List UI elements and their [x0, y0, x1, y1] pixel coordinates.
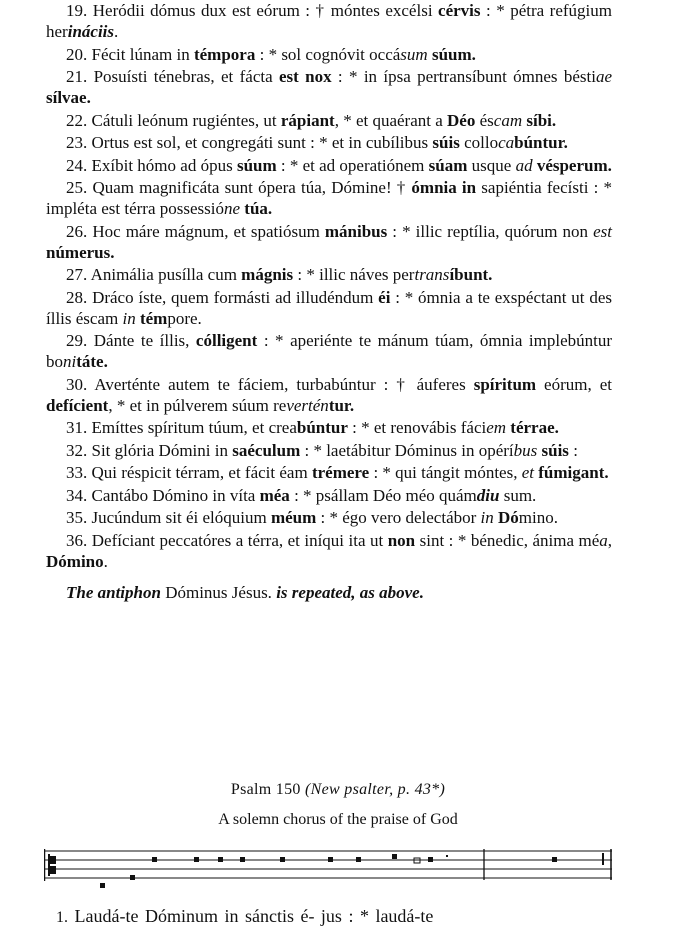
verse-text: mino. [518, 508, 558, 527]
verse-text: Qui réspicit térram, et fácit éam [91, 463, 312, 482]
verse-text: númerus. [46, 242, 115, 262]
verse-text: Emíttes spíritum túum, et crea [91, 418, 297, 437]
verse-text: : * et ad operatiónem [276, 155, 429, 175]
verse-text: : * illic náves per [293, 265, 415, 284]
verse-text: et [521, 463, 534, 482]
verse-text: Cátuli leónum rugiéntes, ut [91, 110, 281, 130]
psalm-subtitle: A solemn chorus of the praise of God [218, 811, 458, 828]
verse-text: Hoc máre mágnum, et spatiósum [92, 221, 325, 241]
verse-text: : * qui tángit móntes, [369, 463, 522, 482]
verse-text: , * et quaérant a [334, 110, 448, 130]
verse-text: collo [459, 133, 499, 152]
psalm-heading [0, 780, 676, 800]
staff-lines [44, 851, 612, 878]
verse-text: Exíbit hómo ad ópus [91, 155, 237, 175]
verse-text: Ortus est sol, et congregáti sunt : * et in cubílibus [91, 133, 433, 152]
verse-number: 19. [66, 1, 88, 20]
verse [46, 264, 612, 285]
verse [46, 462, 612, 483]
verse-text: rápiant [280, 110, 335, 130]
verse [46, 507, 612, 528]
verse-text: trans [414, 265, 450, 284]
verse-text: usque [467, 155, 516, 175]
verse-text: : * psállam Déo méo quám [289, 485, 477, 505]
chant-staff [44, 846, 614, 896]
verse-text: ne [224, 199, 241, 218]
verse-text: : * égo vero delectábor [316, 508, 481, 527]
verse-text: : * pétra refúgium her [46, 1, 612, 41]
verse-number: 34. [66, 485, 88, 505]
verse-text: síbi. [522, 110, 557, 130]
chant-text: Laudá-te Dóminum in sánctis é- jus : * laudá-te [74, 906, 434, 926]
psalm-reference: (New psalter, p. 43*) [305, 781, 446, 798]
verse-number: 23. [66, 133, 88, 152]
verse-text: Dráco íste, quem formásti ad illudéndum [92, 287, 379, 307]
verse-text: tur. [328, 395, 355, 415]
rubric-text: is repeated, as above. [276, 582, 424, 602]
verse-text: térrae. [506, 418, 559, 437]
verse-text: : * in ípsa pertransíbunt ómnes bésti [331, 67, 596, 86]
verse-text: ómnia in [411, 178, 477, 197]
verse-text: : * ómnia a te exspéctant ut des íllis éscam [46, 287, 612, 328]
verse-text: ni [63, 352, 77, 371]
chant-verse-number: 1. [56, 909, 68, 926]
verse-text: sum [400, 44, 428, 64]
verse-number: 28. [66, 287, 88, 307]
verse-number: 35. [66, 508, 88, 527]
verse-text: Animália pusílla cum [90, 265, 242, 284]
verse [46, 440, 612, 461]
verse-text: sílvae. [46, 88, 91, 107]
verse-text: Quam magnificáta sunt ópera túa, Dómine! † [92, 178, 412, 197]
verse-text: ca [498, 133, 515, 152]
verse-text: : * laetábitur Dóminus in opérí [300, 440, 514, 460]
verse-text: búntur. [514, 133, 568, 152]
verse-text: sum. [499, 485, 537, 505]
verse [46, 44, 612, 65]
verse [46, 330, 612, 372]
verse-number: 32. [66, 440, 88, 460]
psalm-verses [46, 0, 612, 620]
verse-text: Posuísti ténebras, et fácta [93, 67, 279, 86]
verse-text: Cantábo Dómino in víta [91, 485, 260, 505]
verse-text: méa [259, 485, 290, 505]
verse [46, 485, 612, 506]
verse-text: vertén [286, 395, 329, 415]
verse-text: in [480, 508, 494, 527]
verse-text: defícient [46, 395, 109, 415]
verse-text: túa. [240, 199, 273, 218]
verse-text: és [475, 110, 494, 130]
verse-text: éi [378, 287, 391, 307]
verse-text: Fécit lúnam in [91, 44, 194, 64]
verse-text: súis [432, 133, 460, 152]
verse-text: eórum, et [536, 374, 613, 394]
verse-text: : * illic reptília, quórum non [387, 221, 594, 241]
verse-text: : [568, 440, 578, 460]
verse-text: táte. [76, 352, 108, 371]
verse-text: Dó [493, 508, 519, 527]
chant-neumes [100, 853, 604, 888]
verse-text: bus [513, 440, 538, 460]
verse-text: cam [493, 110, 523, 130]
verse-text: íbunt. [449, 265, 493, 284]
verse-number: 29. [66, 331, 88, 350]
verse-text: saéculum [232, 440, 301, 460]
verse-text: spíritum [473, 374, 537, 394]
verse [46, 66, 612, 108]
verse-text: cólligent [195, 331, 258, 350]
verse-number: 24. [66, 155, 88, 175]
verse [46, 110, 612, 131]
verse-number: 21. [66, 67, 88, 86]
verse-text: Déo [447, 110, 476, 130]
rubric [46, 582, 612, 603]
verse-text: súis [537, 440, 569, 460]
verse-text: , [607, 530, 613, 550]
verse-number: 30. [66, 374, 88, 394]
verse-text: : * aperiénte te mánum túam, ómnia implebúntur bo [46, 331, 613, 371]
verse-text: , * et in púlverem súum re [108, 395, 287, 415]
verse-text: a [599, 530, 608, 550]
verse-text: sapiéntia fecísti : * impléta est térra possessió [46, 178, 613, 218]
verse-text: Dánte te íllis, [93, 331, 196, 350]
verse [46, 374, 612, 416]
verse-number: 26. [66, 221, 88, 241]
verse-text: Sit glória Dómini in [91, 440, 233, 460]
verse-text: Averténte autem te fáciem, turbabúntur : † áuferes [94, 374, 474, 394]
verse-text: ad [515, 155, 533, 175]
psalm-title: Psalm 150 [230, 781, 301, 798]
verse-text: sint : * bénedic, ánima mé [415, 530, 600, 550]
verse-text: est [593, 221, 612, 241]
verse-text: súum [236, 155, 277, 175]
verse-text: in [122, 308, 136, 328]
verse-text: non [387, 530, 416, 550]
verse-text: cérvis [438, 1, 481, 20]
verse-text: ináciis [67, 22, 115, 41]
verse-text: súum. [427, 44, 476, 64]
verse-text: súam [428, 155, 468, 175]
verse-text: trémere [311, 463, 370, 482]
verse [46, 221, 612, 263]
verse [46, 177, 612, 219]
verse-text: Heródii dómus dux est eórum : † móntes excélsi [92, 1, 439, 20]
verse-number: 31. [66, 418, 88, 437]
verse-text: diu [476, 485, 500, 505]
verse-text: fúmigant. [534, 463, 609, 482]
verse-text: tém [135, 308, 168, 328]
verse-number: 33. [66, 463, 88, 482]
verse [46, 417, 612, 438]
verse-text: . [114, 22, 119, 41]
verse-text: mánibus [324, 221, 388, 241]
verse-text: pore. [167, 308, 202, 328]
verse-text: ae [595, 67, 613, 86]
verse-number: 25. [66, 178, 88, 197]
chant-lyric [56, 905, 433, 929]
verse [46, 0, 612, 42]
verse-text: Dómino [46, 551, 104, 571]
rubric-text: The antiphon [66, 582, 161, 602]
verse-text: búntur [296, 418, 348, 437]
rubric-text: Dóminus Jésus. [160, 582, 277, 602]
verse-number: 20. [66, 44, 88, 64]
verse-text: Jucúndum sit éi elóquium [91, 508, 271, 527]
verse-text: Defíciant peccatóres a térra, et iníqui ita ut [91, 530, 388, 550]
verse [46, 287, 612, 329]
verse-text: em [486, 418, 507, 437]
verse-text: méum [270, 508, 317, 527]
verse [46, 530, 612, 572]
verse [46, 132, 612, 153]
verse-text: est nox [278, 67, 332, 86]
verse-text: : * et renovábis fáci [347, 418, 487, 437]
verse-text: mágnis [241, 265, 294, 284]
verse-text: vésperum. [532, 155, 612, 175]
verse-number: 22. [66, 110, 88, 130]
verse-text: témpora [193, 44, 256, 64]
verse-number: 36. [66, 530, 88, 550]
c-clef-icon [48, 854, 56, 876]
verse-number: 27. [66, 265, 88, 284]
verse-text: : * sol cognóvit occá [255, 44, 401, 64]
verse-text: . [103, 551, 108, 571]
verse [46, 155, 612, 176]
